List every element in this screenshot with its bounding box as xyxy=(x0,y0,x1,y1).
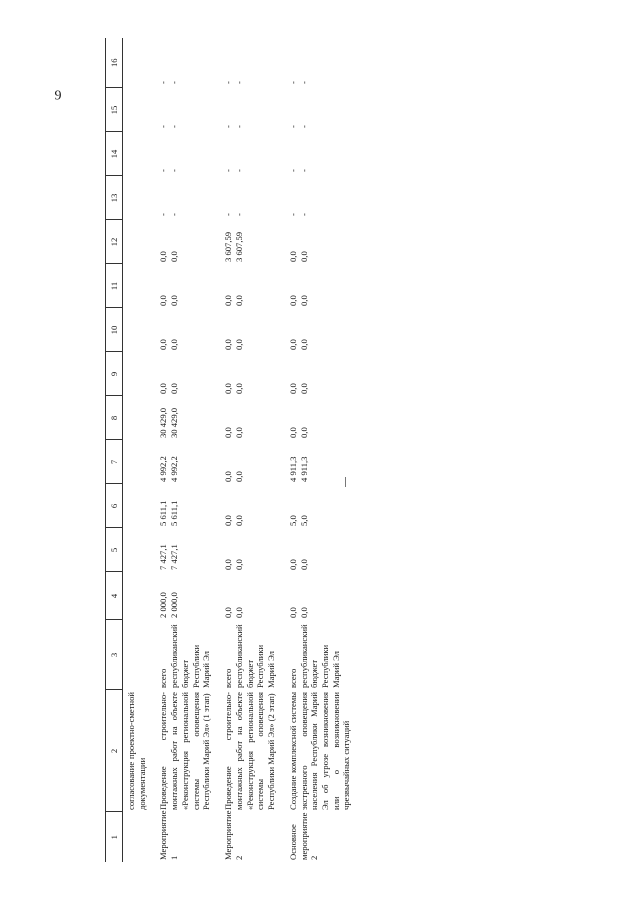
amount-value: - xyxy=(233,125,244,128)
amount-value: 0,0 xyxy=(223,383,234,394)
row-sources xyxy=(285,620,360,690)
value-cell xyxy=(285,264,360,308)
amount-value: 0,0 xyxy=(298,295,309,306)
amount-value: - xyxy=(298,81,309,84)
value-cell xyxy=(155,308,220,352)
amount-value: 0,0 xyxy=(158,251,169,262)
table-row xyxy=(155,38,220,862)
value-cell xyxy=(123,352,156,396)
amount-value: - xyxy=(298,169,309,172)
amount-value: - xyxy=(223,81,234,84)
amount-value: 0,0 xyxy=(169,339,180,350)
row-code: Основное мероприятие 2 xyxy=(287,812,320,860)
value-cell xyxy=(123,220,156,264)
amount-value: 0,0 xyxy=(298,383,309,394)
amount-value: - xyxy=(158,125,169,128)
amount-value: 0,0 xyxy=(169,383,180,394)
amount-value: 0,0 xyxy=(223,471,234,482)
amount-value: 30 429,0 xyxy=(158,407,169,438)
value-cell xyxy=(220,220,285,264)
row-name: Создание комплексной системы экстренного оповещения населения Республики Марий Эл об угрозе возникновения или о возникновении чрезвычайных ситуаций xyxy=(287,692,352,810)
amount-value: - xyxy=(169,81,180,84)
row-sources xyxy=(123,620,156,690)
column-number-header xyxy=(106,38,123,862)
value-cell xyxy=(220,88,285,132)
column-header: 15 xyxy=(106,88,123,132)
value-cell xyxy=(155,132,220,176)
value-cell xyxy=(220,440,285,484)
amount-value: - xyxy=(298,213,309,216)
amount-value: 7 427,1 xyxy=(169,544,180,570)
value-cell xyxy=(220,484,285,528)
source-label: всего xyxy=(223,668,234,688)
source-label: республиканский бюджет Республики Марий Эл xyxy=(169,624,212,688)
value-cell xyxy=(155,484,220,528)
amount-value: - xyxy=(158,213,169,216)
amount-value: 30 429,0 xyxy=(169,407,180,438)
amount-value: 4 911,3 xyxy=(287,456,298,482)
value-cell xyxy=(123,38,156,88)
amount-value: 0,0 xyxy=(298,607,309,618)
page-number: 9 xyxy=(54,88,62,104)
amount-value: 0,0 xyxy=(158,295,169,306)
amount-value: 3 607,59 xyxy=(223,231,234,262)
table-row xyxy=(123,38,156,862)
value-cell xyxy=(155,572,220,620)
amount-value: - xyxy=(169,125,180,128)
amount-value: 0,0 xyxy=(223,295,234,306)
value-cell xyxy=(285,572,360,620)
column-header: 2 xyxy=(106,690,123,812)
amount-value: 0,0 xyxy=(233,607,244,618)
value-cell xyxy=(155,440,220,484)
amount-value: 0,0 xyxy=(287,295,298,306)
value-cell xyxy=(155,264,220,308)
row-name: Проведение строительно-монтажных работ на объекте «Реконструкция региональной системы оповещения Республики Марий Эл» (1 этап) xyxy=(158,692,212,810)
table-row xyxy=(285,38,360,862)
value-cell xyxy=(220,38,285,88)
value-cell xyxy=(123,88,156,132)
amount-value: 0,0 xyxy=(298,427,309,438)
amount-value: 0,0 xyxy=(233,471,244,482)
row-code: Мероприятие 2 xyxy=(223,810,244,860)
column-header: 7 xyxy=(106,440,123,484)
amount-value: - xyxy=(287,81,298,84)
value-cell xyxy=(155,176,220,220)
value-cell xyxy=(285,484,360,528)
table-body xyxy=(123,38,361,862)
amount-value: - xyxy=(287,125,298,128)
source-label: республиканский бюджет Республики Марий Эл xyxy=(298,624,341,688)
value-cell xyxy=(155,528,220,572)
amount-value: 0,0 xyxy=(233,559,244,570)
amount-value: 0,0 xyxy=(223,339,234,350)
amount-value: - xyxy=(158,169,169,172)
amount-value: 0,0 xyxy=(287,383,298,394)
amount-value: 0,0 xyxy=(287,427,298,438)
amount-value: - xyxy=(223,125,234,128)
amount-value: 4 992,2 xyxy=(169,456,180,482)
value-cell xyxy=(123,484,156,528)
value-cell xyxy=(123,440,156,484)
amount-value: 0,0 xyxy=(298,339,309,350)
value-cell xyxy=(285,308,360,352)
value-cell xyxy=(220,572,285,620)
amount-value: 2 000,0 xyxy=(169,592,180,618)
value-cell xyxy=(155,352,220,396)
amount-value: 0,0 xyxy=(169,251,180,262)
amount-value: - xyxy=(169,213,180,216)
amount-value: 0,0 xyxy=(158,339,169,350)
column-header: 13 xyxy=(106,176,123,220)
value-cell xyxy=(220,528,285,572)
amount-value: - xyxy=(169,169,180,172)
value-cell xyxy=(155,220,220,264)
value-cell xyxy=(220,396,285,440)
amount-value: 2 000,0 xyxy=(158,592,169,618)
value-cell xyxy=(123,396,156,440)
value-cell xyxy=(123,308,156,352)
value-cell xyxy=(123,572,156,620)
value-cell xyxy=(123,264,156,308)
amount-value: 0,0 xyxy=(233,515,244,526)
amount-value: - xyxy=(287,213,298,216)
amount-value: - xyxy=(287,169,298,172)
amount-value: 0,0 xyxy=(298,251,309,262)
amount-value: 4 992,2 xyxy=(158,456,169,482)
column-header: 11 xyxy=(106,264,123,308)
amount-value: 0,0 xyxy=(233,427,244,438)
amount-value: 0,0 xyxy=(223,515,234,526)
column-header: 6 xyxy=(106,484,123,528)
amount-value: 0,0 xyxy=(298,559,309,570)
value-cell xyxy=(220,176,285,220)
amount-value: 5 611,1 xyxy=(169,500,180,526)
amount-value: - xyxy=(223,213,234,216)
column-header: 14 xyxy=(106,132,123,176)
amount-value: 0,0 xyxy=(223,427,234,438)
row-sources xyxy=(155,620,220,690)
value-cell xyxy=(285,396,360,440)
amount-value: 3 607,59 xyxy=(233,231,244,262)
amount-value: 0,0 xyxy=(287,607,298,618)
row-name: согласование проектно-сметной документации xyxy=(126,692,147,810)
amount-value: 0,0 xyxy=(233,339,244,350)
value-cell xyxy=(285,132,360,176)
column-header: 12 xyxy=(106,220,123,264)
program-finance-table xyxy=(105,38,360,862)
value-cell xyxy=(220,264,285,308)
amount-value: 7 427,1 xyxy=(158,544,169,570)
amount-value: - xyxy=(298,125,309,128)
row-code xyxy=(123,812,156,862)
amount-value: 0,0 xyxy=(233,383,244,394)
amount-value: 0,0 xyxy=(223,607,234,618)
amount-value: - xyxy=(233,169,244,172)
amount-value: - xyxy=(158,81,169,84)
amount-value: - xyxy=(223,169,234,172)
column-header: 4 xyxy=(106,572,123,620)
value-cell xyxy=(155,38,220,88)
column-header: 3 xyxy=(106,620,123,690)
table-row xyxy=(220,38,285,862)
source-label: всего xyxy=(287,668,298,688)
row-code: Мероприятие 1 xyxy=(158,810,180,860)
row-name: Проведение строительно-монтажных работ на объекте «Реконструкция региональной системы оповещения Республики Марий Эл» (2 этап) xyxy=(223,692,277,810)
value-cell xyxy=(155,88,220,132)
amount-value: 0,0 xyxy=(287,559,298,570)
column-header: 16 xyxy=(106,38,123,88)
column-header: 10 xyxy=(106,308,123,352)
amount-value: 0,0 xyxy=(223,559,234,570)
column-header: 8 xyxy=(106,396,123,440)
value-cell xyxy=(123,528,156,572)
amount-value: 5 611,1 xyxy=(158,500,169,526)
value-cell xyxy=(285,352,360,396)
value-cell xyxy=(123,132,156,176)
amount-value: 0,0 xyxy=(169,295,180,306)
source-label: республиканский бюджет Республики Марий Эл xyxy=(233,624,277,688)
value-cell xyxy=(285,176,360,220)
value-cell xyxy=(220,132,285,176)
value-cell xyxy=(285,88,360,132)
value-cell xyxy=(285,38,360,88)
value-cell xyxy=(220,352,285,396)
value-cell xyxy=(220,308,285,352)
amount-value: 5,0 xyxy=(298,515,309,526)
value-cell xyxy=(285,220,360,264)
amount-value: - xyxy=(233,81,244,84)
amount-value: 0,0 xyxy=(233,295,244,306)
value-cell xyxy=(285,440,360,484)
amount-value: - xyxy=(233,213,244,216)
value-cell xyxy=(285,528,360,572)
column-header: 1 xyxy=(106,812,123,862)
value-cell xyxy=(123,176,156,220)
amount-value: 0,0 xyxy=(287,251,298,262)
source-label: всего xyxy=(158,668,169,688)
column-header: 9 xyxy=(106,352,123,396)
row-sources xyxy=(220,620,285,690)
amount-value: 0,0 xyxy=(158,383,169,394)
value-cell xyxy=(155,396,220,440)
amount-value: 4 911,3 xyxy=(298,456,309,482)
column-header: 5 xyxy=(106,528,123,572)
scan-mark xyxy=(345,477,346,487)
amount-value: 5,0 xyxy=(287,515,298,526)
amount-value: 0,0 xyxy=(287,339,298,350)
